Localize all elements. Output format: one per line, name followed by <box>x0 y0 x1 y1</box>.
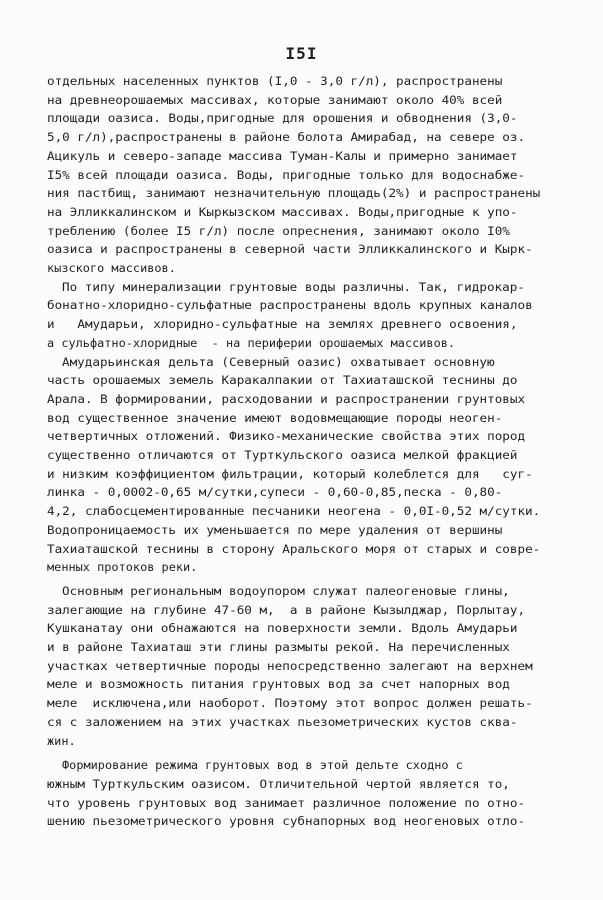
text-line: ния пастбищ, занимают незначительную площадь(2%) и распространены <box>47 186 541 201</box>
text-line: 4,2, слабосцементированные песчаники неогена - 0,0I-0,52 м/сутки. <box>47 504 541 519</box>
text-line: Ацикуль и северо-западе массива Туман-Калы и примерно занимает <box>47 148 518 163</box>
text-line: меле исключена,или наоборот. Поэтому этот вопрос должен решать- <box>47 696 533 711</box>
text-line: линка - 0,0002-0,65 м/сутки,супеси - 0,60-0,85,песка - 0,80- <box>47 485 503 500</box>
text-line: участках четвертичные породы непосредственно залегают на верхнем <box>47 658 533 673</box>
text-line: южным Турткульским оазисом. Отличительной чертой является то, <box>47 776 510 791</box>
text-line: бонатно-хлоридно-сульфатные распространены вдоль крупных каналов <box>47 298 533 313</box>
text-line: на древнеорошаемых массивах, которые занимают около 40% всей <box>47 92 503 107</box>
text-line: Тахиаташской теснины в сторону Аральского моря от старых и совре- <box>47 541 541 556</box>
text-line: меле и возможность питания грунтовых вод за счет напорных вод <box>47 677 510 692</box>
text-line: вод существенное значение имеют водовмещающие породы неоген- <box>47 410 503 425</box>
text-line: а сульфатно-хлоридные - на периферии орошаемых массивов. <box>47 335 456 350</box>
text-line: на Элликкалинском и Кыркызском массивах. Воды,пригодные к упо- <box>47 204 518 219</box>
text-line: треблению (более I5 г/л) после опреснения, занимают около I0% <box>47 223 510 238</box>
text-line: четвертичных отложений. Физико-механические свойства этих пород <box>47 429 526 444</box>
text-line: Формирование режима грунтовых вод в этой дельте сходно с <box>62 758 463 773</box>
text-line: часть орошаемых земель Каракалпакии от Тахиаташской теснины до <box>47 373 518 388</box>
text-line: менных протоков реки. <box>47 560 198 575</box>
text-line: 5,0 г/л),распространены в районе болота Амирабад, на севере оз. <box>47 130 526 145</box>
text-line: Водопроницаемость их уменьшается по мере удаления от вершины <box>47 522 503 537</box>
text-line: Амударьинская дельта (Северный оазис) охватывает основную <box>62 354 495 369</box>
text-line: существенно отличаются от Турткульского оазиса мелкой фракцией <box>47 448 518 462</box>
text-line: Арала. В формировании, расходовании и распространении грунтовых <box>47 391 526 406</box>
text-line: оазиса и распространены в северной части Элликкалинского и Кырк- <box>47 242 533 257</box>
text-line: шению пьезометрического уровня субнапорных вод неогеновых отло- <box>47 814 526 829</box>
text-line: Кушканатау они обнажаются на поверхности земли. Вдоль Амударьи <box>47 621 518 636</box>
page-number: I5I <box>285 44 318 63</box>
text-line: жин. <box>47 733 76 748</box>
text-line: отдельных населенных пунктов (I,0 - 3,0 г/л), распространены <box>47 74 503 88</box>
text-line: кызского массивов. <box>47 261 176 275</box>
text-line: что уровень грунтовых вод занимает различное положение по отно- <box>47 795 526 810</box>
text-line: площади оазиса. Воды,пригодные для орошения и обводнения (3,0- <box>47 111 518 126</box>
text-line: Основным региональным водоупором служат палеогеновые глины, <box>62 583 510 598</box>
text-line: и Амударьи, хлоридно-сульфатные на землях древнего освоения, <box>47 317 518 332</box>
text-line: I5% всей площади оазиса. Воды, пригодные только для водоснабже- <box>47 167 526 182</box>
text-line: залегающие на глубине 47-60 м, а в районе Кызылджар, Порлытау, <box>47 602 526 617</box>
text-line: и в районе Тахиаташ эти глины размыты рекой. На перечисленных <box>47 640 510 654</box>
text-line: и низким коэффициентом фильтрации, который колеблется для суг- <box>47 466 533 481</box>
text-line: По типу минерализации грунтовые воды различны. Так, гидрокар- <box>62 279 525 294</box>
text-line: ся с заложением на этих участках пьезометрических кустов сква- <box>47 714 518 729</box>
